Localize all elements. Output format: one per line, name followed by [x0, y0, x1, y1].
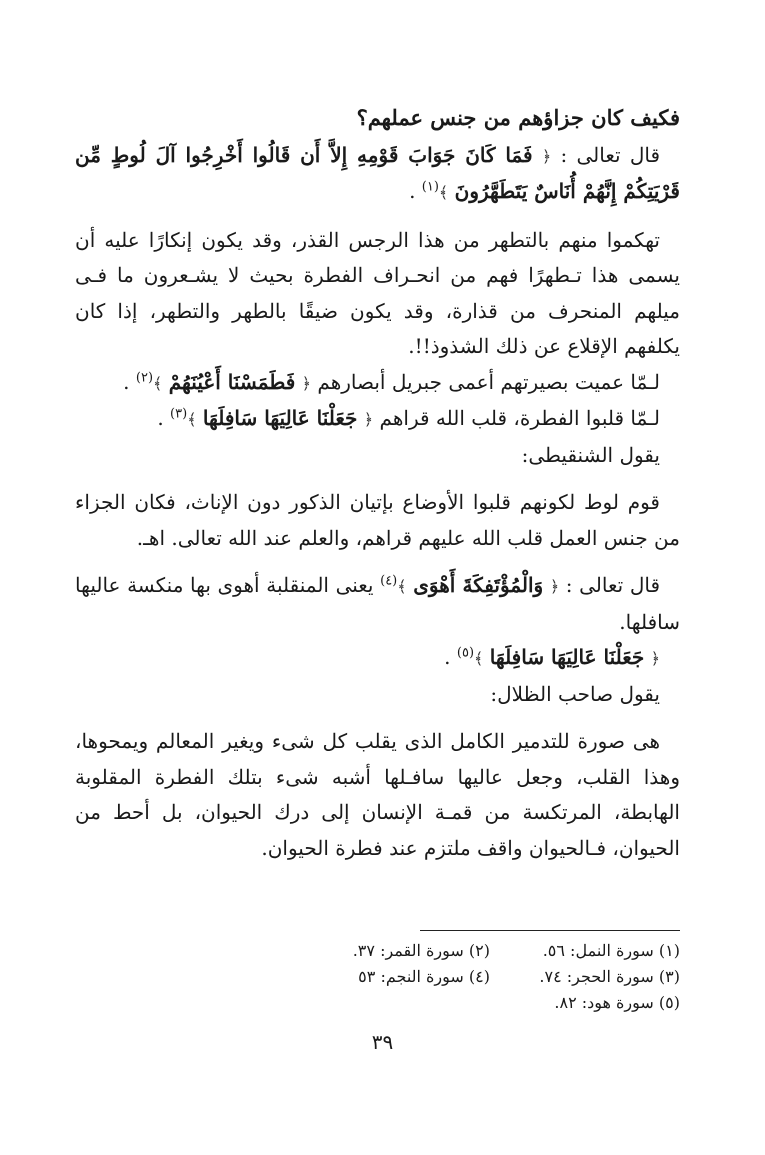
quran-open-bracket: ﴿ [363, 410, 374, 429]
footnote-row [300, 990, 680, 1016]
quran-close-bracket: ﴾ [438, 183, 449, 202]
paragraph-1-intro: قال تعالى : [560, 142, 660, 167]
footnote-ref-3: (٣) [170, 406, 188, 422]
paragraph-6: قوم لوط لكونهم قلبوا الأوضاع بإتيان الذكور دون الإناث، فكان الجزاء من جنس العمل قلب الله عليهم قراهم، والعلم عند الله تعالى. اهـ. [75, 490, 680, 550]
footnote-3: (٣) سورة الحجر: ٧٤. [539, 967, 680, 986]
paragraph-3-end: . [123, 369, 130, 394]
paragraph-5: يقول الشنقيطى: [521, 442, 660, 467]
paragraph-3 [75, 365, 680, 402]
quran-open-bracket: ﴿ [650, 649, 660, 668]
paragraph-8-end: . [444, 645, 451, 669]
quran-close-bracket: ﴾ [153, 373, 163, 393]
paragraph-8 [75, 640, 680, 677]
footnotes [300, 938, 680, 1016]
paragraph-7 [75, 568, 680, 640]
footnote-divider [420, 930, 680, 931]
footnote-1: (١) سورة النمل: ٥٦. [542, 941, 680, 960]
quran-verse-3: جَعَلْنَا عَالِيَهَا سَافِلَهَا [202, 406, 358, 430]
paragraph-1 [75, 138, 680, 211]
quran-open-bracket: ﴿ [301, 373, 312, 393]
footnote-ref-2: (٢) [135, 369, 154, 385]
paragraph-7-text: يعنى المنقلبة أهوى بها منكسة عاليها سافلها. [75, 573, 680, 634]
paragraph-2: تهكموا منهم بالتطهر من هذا الرجس القذر، وقد يكون إنكارًا عليه أن يسمى هذا تـطهرًا فهم من انحـراف الفطرة بحيث لا يشـعرون ما فـى ميلهم المنحرف من قذارة، وقد يكون ضيقًا بالطهر والتطهر، إذا كان يكلفهم الإقلاع عن ذلك الشذوذ!!. [75, 227, 680, 358]
footnote-5: (٥) سورة هود: ٨٢. [554, 993, 680, 1012]
section-heading: فكيف كان جزاؤهم من جنس عملهم؟ [356, 105, 680, 130]
paragraph-3-text: لـمّا عميت بصيرتهم أعمى جبريل أبصارهم [317, 369, 660, 394]
paragraph-4-end: . [157, 406, 164, 430]
footnote-4: (٤) سورة النجم: ٥٣ [358, 967, 490, 986]
quran-close-bracket: ﴾ [187, 410, 197, 429]
footnote-ref-1: (١) [421, 179, 439, 195]
paragraph-4 [75, 401, 680, 438]
footnote-2: (٢) سورة القمر: ٣٧. [352, 941, 490, 960]
footnote-ref-5: (٥) [456, 645, 475, 661]
paragraph-7-intro: قال تعالى : [565, 573, 661, 597]
quran-verse-2: فَطَمَسْنَا أَعْيُنَهُمْ [168, 369, 296, 394]
quran-close-bracket: ﴾ [474, 649, 484, 668]
quran-open-bracket: ﴿ [541, 146, 552, 166]
footnote-ref-4: (٤) [380, 573, 398, 589]
footnote-row [300, 964, 680, 990]
footnote-row [300, 938, 680, 964]
paragraph-10: هى صورة للتدمير الكامل الذى يقلب كل شىء ويغير المعالم ويمحوها، وهذا القلب، وجعل عاليها سافـلها أشبه شىء بتلك الفطرة المقلوبة الهابطة، المرتكسة من قمـة الإنسان إلى درك الحيوان، بل أحط من الحيوان، فـالحيوان واقف ملتزم عند فطرة الحيوان. [75, 729, 680, 860]
quran-verse-5: جَعَلْنَا عَالِيَهَا سَافِلَهَا [489, 645, 645, 669]
paragraph-9: يقول صاحب الظلال: [490, 681, 660, 706]
quran-verse-4: وَالْمُؤْتَفِكَةَ أَهْوَى [413, 573, 544, 597]
page-number: ٣٩ [371, 1030, 394, 1054]
main-text [75, 100, 680, 866]
quran-verse-1: فَمَا كَانَ جَوَابَ قَوْمِهِ إِلاَّ أَن قَالُوا أَخْرِجُوا آلَ لُوطٍ مِّن قَرْيَتِكُمْ إِنَّهُمْ أُنَاسٌ يَتَطَهَّرُونَ [75, 142, 680, 203]
quran-open-bracket: ﴿ [549, 577, 560, 596]
paragraph-1-end: . [409, 179, 416, 203]
quran-close-bracket: ﴾ [397, 577, 407, 596]
paragraph-4-text: لـمّا قلبوا الفطرة، قلب الله قراهم [379, 406, 660, 430]
